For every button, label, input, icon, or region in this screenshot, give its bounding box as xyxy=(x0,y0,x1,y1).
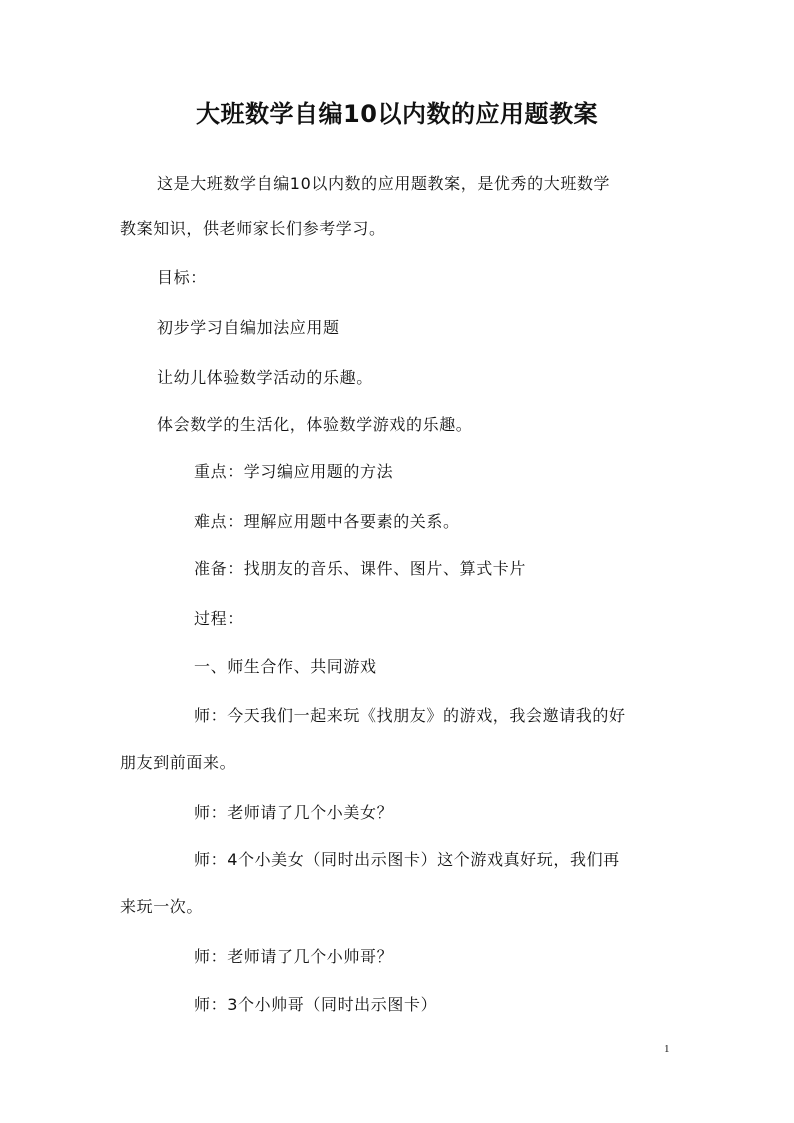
paragraph-line: 初步学习自编加法应用题 xyxy=(157,318,340,337)
page-number: 1 xyxy=(664,1043,670,1055)
paragraph-line: 师：老师请了几个小帅哥？ xyxy=(194,947,394,966)
paragraph-line: 过程： xyxy=(194,609,244,628)
paragraph-line: 让幼儿体验数学活动的乐趣。 xyxy=(157,368,373,387)
paragraph-line: 师：3个小帅哥（同时出示图卡） xyxy=(194,995,438,1014)
paragraph-line: 教案知识，供老师家长们参考学习。 xyxy=(120,219,386,238)
paragraph-line: 师：4个小美女（同时出示图卡）这个游戏真好玩，我们再 xyxy=(194,850,620,869)
paragraph-line: 难点：理解应用题中各要素的关系。 xyxy=(194,512,460,531)
paragraph-line: 师：老师请了几个小美女？ xyxy=(194,803,394,822)
paragraph-line: 重点：学习编应用题的方法 xyxy=(194,462,394,481)
paragraph-line: 这是大班数学自编10以内数的应用题教案，是优秀的大班数学 xyxy=(157,174,611,193)
paragraph-line: 准备：找朋友的音乐、课件、图片、算式卡片 xyxy=(194,559,527,578)
paragraph-line: 一、师生合作、共同游戏 xyxy=(194,657,377,676)
paragraph-line: 来玩一次。 xyxy=(120,897,204,916)
paragraph-line: 朋友到前面来。 xyxy=(120,753,237,772)
paragraph-line: 目标： xyxy=(157,268,207,287)
paragraph-line: 师：今天我们一起来玩《找朋友》的游戏，我会邀请我的好 xyxy=(194,706,626,725)
document-title: 大班数学自编10以内数的应用题教案 xyxy=(196,100,598,128)
paragraph-line: 体会数学的生活化，体验数学游戏的乐趣。 xyxy=(157,415,473,434)
